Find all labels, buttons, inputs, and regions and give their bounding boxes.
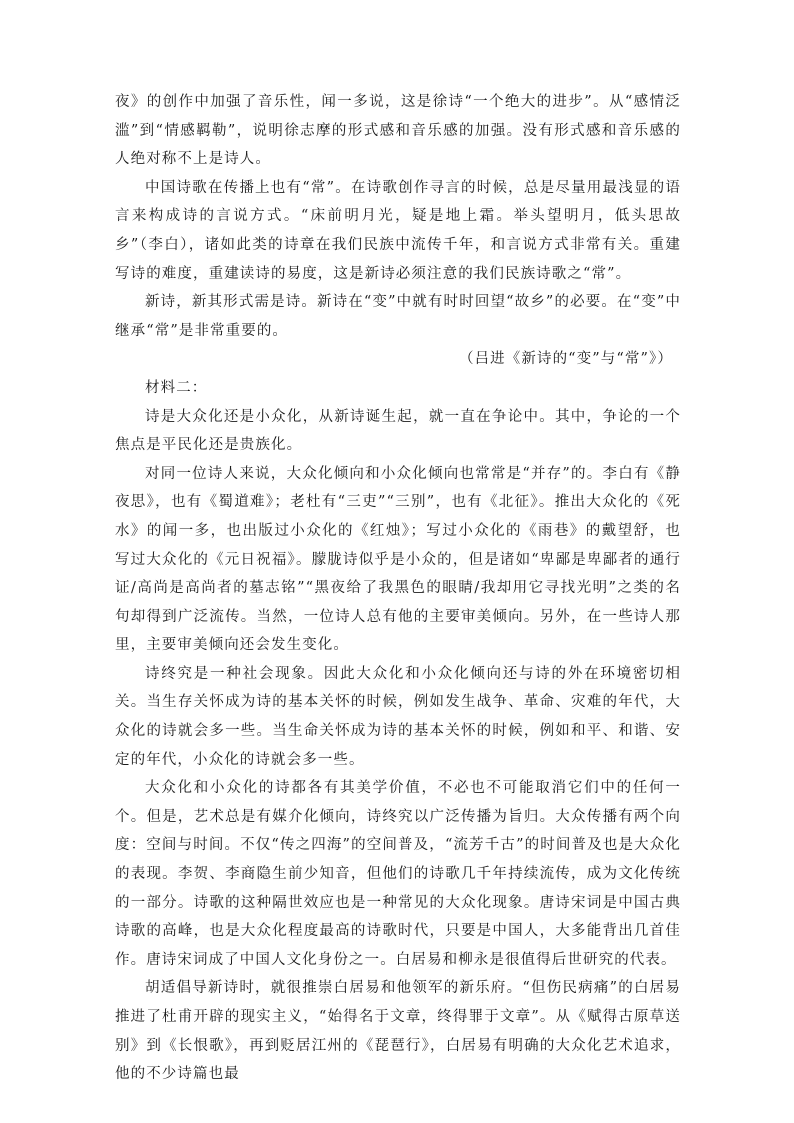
paragraph-debate: 诗是大众化还是小众化，从新诗诞生起，就一直在争论中。其中，争论的一个焦点是平民化还是贵族化。 [115,408,681,454]
paragraph-continuation: 夜》的创作中加强了音乐性，闻一多说，这是徐诗“一个绝大的进步”。从“感情泛滥”到“情感羁勒”，说明徐志摩的形式感和音乐感的加强。没有形式感和音乐感的人绝对称不上是诗人。 [115,94,681,168]
paragraph-aesthetic-value: 大众化和小众化的诗都各有其美学价值，不必也不可能取消它们中的任何一个。但是，艺术总是有媒介化倾向，诗终究以广泛传播为旨归。大众传播有两个向度：空间与时间。不仅“传之四海”的空间普及，“流芳千古”的时间普及也是大众化的表现。李贺、李商隐生前少知音，但他们的诗歌几千年持续流传，成为文化传统的一部分。诗歌的这种隔世效应也是一种常见的大众化现象。唐诗宋词是中国古典诗歌的高峰，也是大众化程度最高的诗歌时代，只要是中国人，大多能背出几首佳作。唐诗宋词成了中国人文化身份之一。白居易和柳永是很值得后世研究的代表。 [115,780,681,968]
section-heading-material-2: 材料二： [145,379,208,396]
paragraph-poets: 对同一位诗人来说，大众化倾向和小众化倾向也常常是“并存”的。李白有《静夜思》，也有《蜀道难》；老杜有“三吏”“三别”，也有《北征》。推出大众化的《死水》的闻一多，也出版过小众化的《红烛》；写过小众化的《雨巷》的戴望舒，也写过大众化的《元日祝福》。朦胧诗似乎是小众的，但是诸如“卑鄙是卑鄙者的通行证/高尚是高尚者的墓志铭”“黑夜给了我黑色的眼睛/我却用它寻找光明”之类的名句却得到广泛流传。当然，一位诗人总有他的主要审美倾向。另外，在一些诗人那里，主要审美倾向还会发生变化。 [115,465,681,654]
paragraph-conclusion: 新诗，新其形式需是诗。新诗在“变”中就有时时回望“故乡”的必要。在“变”中继承“常”是非常重要的。 [115,294,681,339]
paragraph-hushi: 胡适倡导新诗时，就很推崇白居易和他领军的新乐府。“但伤民病痛”的白居易推进了杜甫开辟的现实主义，“始得名于文章，终得罪于文章”。从《赋得古原草送别》到《长恨歌》，再到贬居江州的《琵琶行》，白居易有明确的大众化艺术追求，他的不少诗篇也最 [115,980,681,1083]
paragraph-spread-constant: 中国诗歌在传播上也有“常”。在诗歌创作寻言的时候，总是尽量用最浅显的语言来构成诗的言说方式。“床前明月光，疑是地上霜。举头望明月，低头思故乡”（李白），诸如此类的诗章在我们民族中流传千年，和言说方式非常有关。重建写诗的难度，重建读诗的易度，这是新诗必须注意的我们民族诗歌之“常”。 [115,179,681,282]
document-page [115,88,681,1089]
paragraph-social: 诗终究是一种社会现象。因此大众化和小众化倾向还与诗的外在环境密切相关。当生存关怀成为诗的基本关怀的时候，例如发生战争、革命、灾难的年代，大众化的诗就会多一些。当生命关怀成为诗的基本关怀的时候，例如和平、和谐、安定的年代，小众化的诗就会多一些。 [115,665,681,768]
source-citation: （吕进《新诗的“变”与“常”》） [458,351,673,368]
